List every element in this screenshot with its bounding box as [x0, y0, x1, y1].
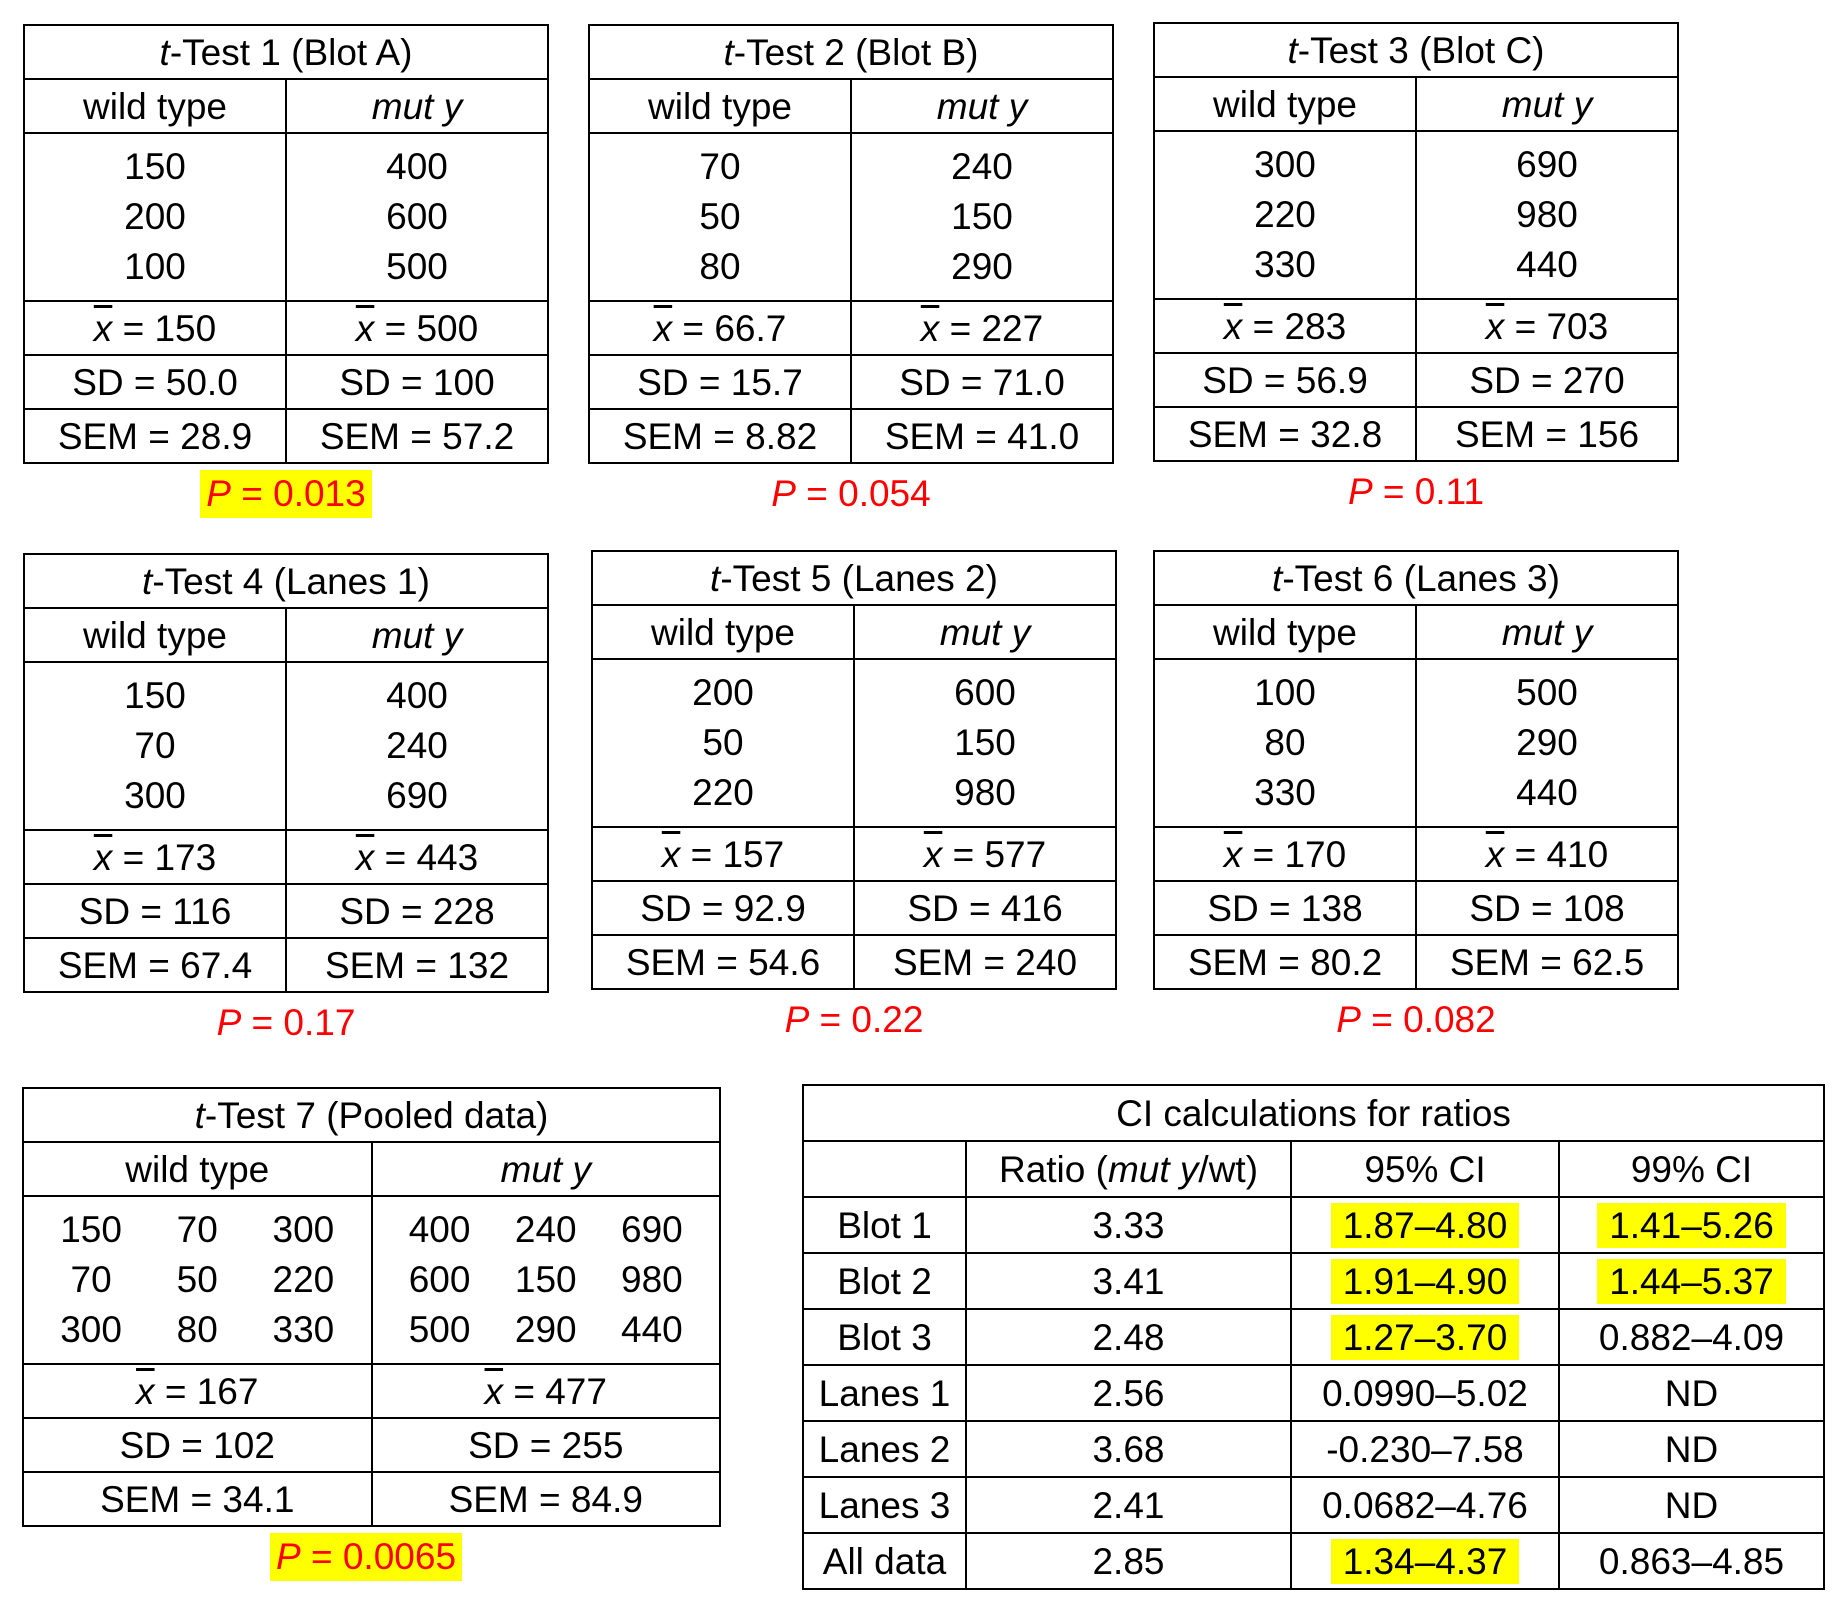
p-value-wrap: [23, 999, 549, 1047]
col-wild-type: wild type: [589, 79, 851, 133]
ci-row-label: Lanes 2: [803, 1421, 966, 1477]
p-value-wrap: [23, 470, 549, 518]
ttest-table: [591, 550, 1117, 990]
pooled-p-wrap: [22, 1533, 721, 1581]
p-value: P = 0.013: [200, 470, 371, 518]
ci-95-value: -0.230–7.58: [1326, 1428, 1524, 1470]
wt-sd: SD = 56.9: [1154, 353, 1416, 407]
wt-sd: SD = 15.7: [589, 355, 851, 409]
ci-row-99: [1559, 1365, 1824, 1421]
mut-values: [1416, 131, 1678, 299]
value: 440: [1516, 772, 1578, 813]
ci-row-ratio: 3.33: [966, 1197, 1291, 1253]
value: 100: [1254, 672, 1316, 713]
mut-values: [851, 133, 1113, 301]
value: 150: [954, 722, 1016, 763]
mut-sem: SEM = 62.5: [1416, 935, 1678, 989]
value: 690: [386, 775, 448, 816]
ci-95-value: 0.0682–4.76: [1322, 1484, 1528, 1526]
value: 220: [692, 772, 754, 813]
value: 150: [124, 146, 186, 187]
ttest-title: t-Test 1 (Blot A): [24, 25, 548, 79]
pooled-value: 300: [60, 1309, 122, 1350]
pooled-value: 330: [272, 1309, 335, 1350]
pooled-mut-sd: SD = 255: [372, 1418, 721, 1472]
pooled-col-wild-type: wild type: [23, 1142, 372, 1196]
pooled-value: 440: [621, 1309, 683, 1350]
ci-row-label: All data: [803, 1533, 966, 1589]
col-wild-type: wild type: [592, 605, 854, 659]
ttest-5-block: [591, 550, 1117, 1044]
pooled-value: 300: [272, 1209, 335, 1250]
value: 400: [386, 146, 448, 187]
value: 690: [1516, 144, 1578, 185]
pooled-mut-values: [372, 1196, 721, 1364]
wt-values: [592, 659, 854, 827]
ci-row-95: [1291, 1253, 1559, 1309]
mut-mean: $\overline{x} = 500$: [286, 301, 548, 355]
p-value: P = 0.17: [216, 1002, 356, 1043]
col-mut-y: mut y: [286, 608, 548, 662]
value: 500: [1516, 672, 1578, 713]
value: 150: [124, 675, 186, 716]
ttest-4-block: [23, 553, 549, 1047]
value: 70: [134, 725, 176, 766]
ci-row-95: [1291, 1533, 1559, 1589]
value: 300: [124, 775, 186, 816]
pooled-title: t-Test 7 (Pooled data): [23, 1088, 720, 1142]
value: 150: [951, 196, 1013, 237]
ci-95-value: 1.91–4.90: [1331, 1259, 1520, 1304]
ci-row: [803, 1253, 1824, 1309]
ci-table: [802, 1084, 1825, 1590]
value: 300: [1254, 144, 1316, 185]
value: 290: [1516, 722, 1578, 763]
value: 200: [692, 672, 754, 713]
ci-row-ratio: 2.41: [966, 1477, 1291, 1533]
p-value: P = 0.22: [784, 999, 924, 1040]
ci-99-value: ND: [1664, 1484, 1719, 1526]
pooled-value: 500: [408, 1309, 471, 1350]
col-wild-type: wild type: [1154, 77, 1416, 131]
ci-row-ratio: 2.48: [966, 1309, 1291, 1365]
ci-row-95: [1291, 1365, 1559, 1421]
ci-99-value: 0.863–4.85: [1598, 1540, 1785, 1582]
ci-header-99: 99% CI: [1559, 1141, 1824, 1197]
ci-header-95: 95% CI: [1291, 1141, 1559, 1197]
ci-row-label: Blot 3: [803, 1309, 966, 1365]
wt-mean: $\overline{x} = 283$: [1154, 299, 1416, 353]
ttest-7-pooled-block: [22, 1087, 721, 1581]
wt-sem: SEM = 8.82: [589, 409, 851, 463]
wt-values: [24, 662, 286, 830]
value: 600: [954, 672, 1016, 713]
pooled-value: 240: [514, 1209, 577, 1250]
mut-mean: $\overline{x} = 410$: [1416, 827, 1678, 881]
mut-sem: SEM = 240: [854, 935, 1116, 989]
mut-mean: $\overline{x} = 443$: [286, 830, 548, 884]
p-value-wrap: [588, 470, 1114, 518]
pooled-value: 600: [408, 1259, 471, 1300]
mut-sd: SD = 71.0: [851, 355, 1113, 409]
ci-95-value: 1.27–3.70: [1331, 1315, 1520, 1360]
value: 80: [699, 246, 741, 287]
wt-sem: SEM = 80.2: [1154, 935, 1416, 989]
mut-sd: SD = 270: [1416, 353, 1678, 407]
ci-row-label: Blot 1: [803, 1197, 966, 1253]
ci-row-ratio: 2.85: [966, 1533, 1291, 1589]
wt-sd: SD = 50.0: [24, 355, 286, 409]
col-wild-type: wild type: [1154, 605, 1416, 659]
ci-99-value: 1.41–5.26: [1597, 1203, 1786, 1248]
ci-row: [803, 1309, 1824, 1365]
wt-mean: $\overline{x} = 173$: [24, 830, 286, 884]
ci-95-value: 0.0990–5.02: [1322, 1372, 1528, 1414]
value: 220: [1254, 194, 1316, 235]
mut-sem: SEM = 41.0: [851, 409, 1113, 463]
value: 290: [951, 246, 1013, 287]
col-mut-y: mut y: [1416, 77, 1678, 131]
ci-row: [803, 1533, 1824, 1589]
ttest-title: t-Test 5 (Lanes 2): [592, 551, 1116, 605]
pooled-value: 690: [621, 1209, 683, 1250]
value: 240: [386, 725, 448, 766]
mut-values: [286, 133, 548, 301]
p-value-wrap: [1153, 996, 1679, 1044]
ci-row-99: [1559, 1253, 1824, 1309]
ci-row-99: [1559, 1533, 1824, 1589]
ttest-6-block: [1153, 550, 1679, 1044]
col-wild-type: wild type: [24, 608, 286, 662]
wt-values: [24, 133, 286, 301]
pooled-value: 150: [514, 1259, 577, 1300]
p-value-wrap: [591, 996, 1117, 1044]
mut-values: [286, 662, 548, 830]
ci-99-value: 0.882–4.09: [1598, 1316, 1785, 1358]
p-value: P = 0.054: [771, 473, 931, 514]
value: 980: [954, 772, 1016, 813]
mut-mean: $\overline{x} = 703$: [1416, 299, 1678, 353]
wt-sd: SD = 138: [1154, 881, 1416, 935]
mut-mean: $\overline{x} = 577$: [854, 827, 1116, 881]
wt-values: [1154, 659, 1416, 827]
ttest-2-block: [588, 24, 1114, 518]
mut-sd: SD = 228: [286, 884, 548, 938]
ttest-1-block: [23, 24, 549, 518]
ttest-title: t-Test 3 (Blot C): [1154, 23, 1678, 77]
value: 80: [1264, 722, 1306, 763]
p-value-wrap: [1153, 468, 1679, 516]
wt-sem: SEM = 28.9: [24, 409, 286, 463]
wt-mean: $\overline{x} = 170$: [1154, 827, 1416, 881]
ci-row: [803, 1197, 1824, 1253]
ci-95-value: 1.87–4.80: [1331, 1203, 1520, 1248]
wt-sd: SD = 92.9: [592, 881, 854, 935]
col-mut-y: mut y: [1416, 605, 1678, 659]
value: 70: [699, 146, 741, 187]
p-value: P = 0.11: [1347, 471, 1485, 512]
pooled-wt-values: [23, 1196, 372, 1364]
ci-row-ratio: 3.41: [966, 1253, 1291, 1309]
col-wild-type: wild type: [24, 79, 286, 133]
pooled-value: 150: [60, 1209, 122, 1250]
ci-99-value: ND: [1664, 1428, 1719, 1470]
pooled-wt-sem: SEM = 34.1: [23, 1472, 372, 1526]
ci-row-95: [1291, 1309, 1559, 1365]
pooled-value: 50: [176, 1259, 218, 1300]
mut-sd: SD = 100: [286, 355, 548, 409]
wt-mean: $\overline{x} = 66.7$: [589, 301, 851, 355]
ci-99-value: ND: [1664, 1372, 1719, 1414]
wt-sem: SEM = 32.8: [1154, 407, 1416, 461]
pooled-mut-grid: [373, 1205, 720, 1355]
value: 980: [1516, 194, 1578, 235]
col-mut-y: mut y: [851, 79, 1113, 133]
ttest-title: t-Test 2 (Blot B): [589, 25, 1113, 79]
wt-sem: SEM = 67.4: [24, 938, 286, 992]
mut-sem: SEM = 57.2: [286, 409, 548, 463]
value: 440: [1516, 244, 1578, 285]
ci-table-title: CI calculations for ratios: [803, 1085, 1824, 1141]
ci-header-blank: [803, 1141, 966, 1197]
mut-sd: SD = 108: [1416, 881, 1678, 935]
value: 50: [702, 722, 744, 763]
pooled-wt-grid: [24, 1205, 371, 1355]
wt-mean: $\overline{x} = 150$: [24, 301, 286, 355]
ci-row-95: [1291, 1197, 1559, 1253]
pooled-value: 70: [176, 1209, 218, 1250]
col-mut-y: mut y: [854, 605, 1116, 659]
ci-row-99: [1559, 1309, 1824, 1365]
col-mut-y: mut y: [286, 79, 548, 133]
ci-95-value: 1.34–4.37: [1331, 1539, 1520, 1584]
ttest-3-block: [1153, 22, 1679, 516]
ci-row-99: [1559, 1477, 1824, 1533]
wt-sem: SEM = 54.6: [592, 935, 854, 989]
mut-sem: SEM = 156: [1416, 407, 1678, 461]
ci-99-value: 1.44–5.37: [1597, 1259, 1786, 1304]
mut-sd: SD = 416: [854, 881, 1116, 935]
ci-header-ratio: Ratio (mut y/wt): [966, 1141, 1291, 1197]
value: 100: [124, 246, 186, 287]
ci-row-ratio: 3.68: [966, 1421, 1291, 1477]
pooled-wt-mean: $\overline{x} = 167$: [23, 1364, 372, 1418]
pooled-p-value: P = 0.0065: [270, 1533, 462, 1581]
pooled-col-mut-y: mut y: [372, 1142, 721, 1196]
mut-values: [854, 659, 1116, 827]
pooled-value: 220: [272, 1259, 335, 1300]
ttest-title: t-Test 4 (Lanes 1): [24, 554, 548, 608]
mut-values: [1416, 659, 1678, 827]
mut-sem: SEM = 132: [286, 938, 548, 992]
ttest-table: [23, 553, 549, 993]
ttest-table: [1153, 22, 1679, 462]
ci-table-block: [802, 1084, 1823, 1590]
ci-row: [803, 1421, 1824, 1477]
ttest-table: [588, 24, 1114, 464]
ci-row-95: [1291, 1421, 1559, 1477]
ci-row: [803, 1365, 1824, 1421]
value: 330: [1254, 772, 1316, 813]
wt-mean: $\overline{x} = 157$: [592, 827, 854, 881]
pooled-value: 80: [176, 1309, 218, 1350]
value: 500: [386, 246, 448, 287]
wt-values: [589, 133, 851, 301]
value: 240: [951, 146, 1013, 187]
value: 600: [386, 196, 448, 237]
ci-row-label: Blot 2: [803, 1253, 966, 1309]
pooled-mut-sem: SEM = 84.9: [372, 1472, 721, 1526]
pooled-value: 290: [514, 1309, 577, 1350]
ci-row-95: [1291, 1477, 1559, 1533]
ttest-table: [1153, 550, 1679, 990]
value: 200: [124, 196, 186, 237]
ci-row-ratio: 2.56: [966, 1365, 1291, 1421]
ci-row-label: Lanes 1: [803, 1365, 966, 1421]
ci-row-label: Lanes 3: [803, 1477, 966, 1533]
pooled-wt-sd: SD = 102: [23, 1418, 372, 1472]
ttest-table: [23, 24, 549, 464]
p-value: P = 0.082: [1336, 999, 1496, 1040]
ci-row-99: [1559, 1421, 1824, 1477]
ci-row: [803, 1477, 1824, 1533]
wt-values: [1154, 131, 1416, 299]
pooled-value: 980: [621, 1259, 683, 1300]
value: 400: [386, 675, 448, 716]
ttest-title: t-Test 6 (Lanes 3): [1154, 551, 1678, 605]
value: 50: [699, 196, 741, 237]
pooled-value: 400: [408, 1209, 471, 1250]
pooled-mut-mean: $\overline{x} = 477$: [372, 1364, 721, 1418]
wt-sd: SD = 116: [24, 884, 286, 938]
mut-mean: $\overline{x} = 227$: [851, 301, 1113, 355]
pooled-value: 70: [70, 1259, 112, 1300]
ci-row-99: [1559, 1197, 1824, 1253]
value: 330: [1254, 244, 1316, 285]
pooled-table: [22, 1087, 721, 1527]
